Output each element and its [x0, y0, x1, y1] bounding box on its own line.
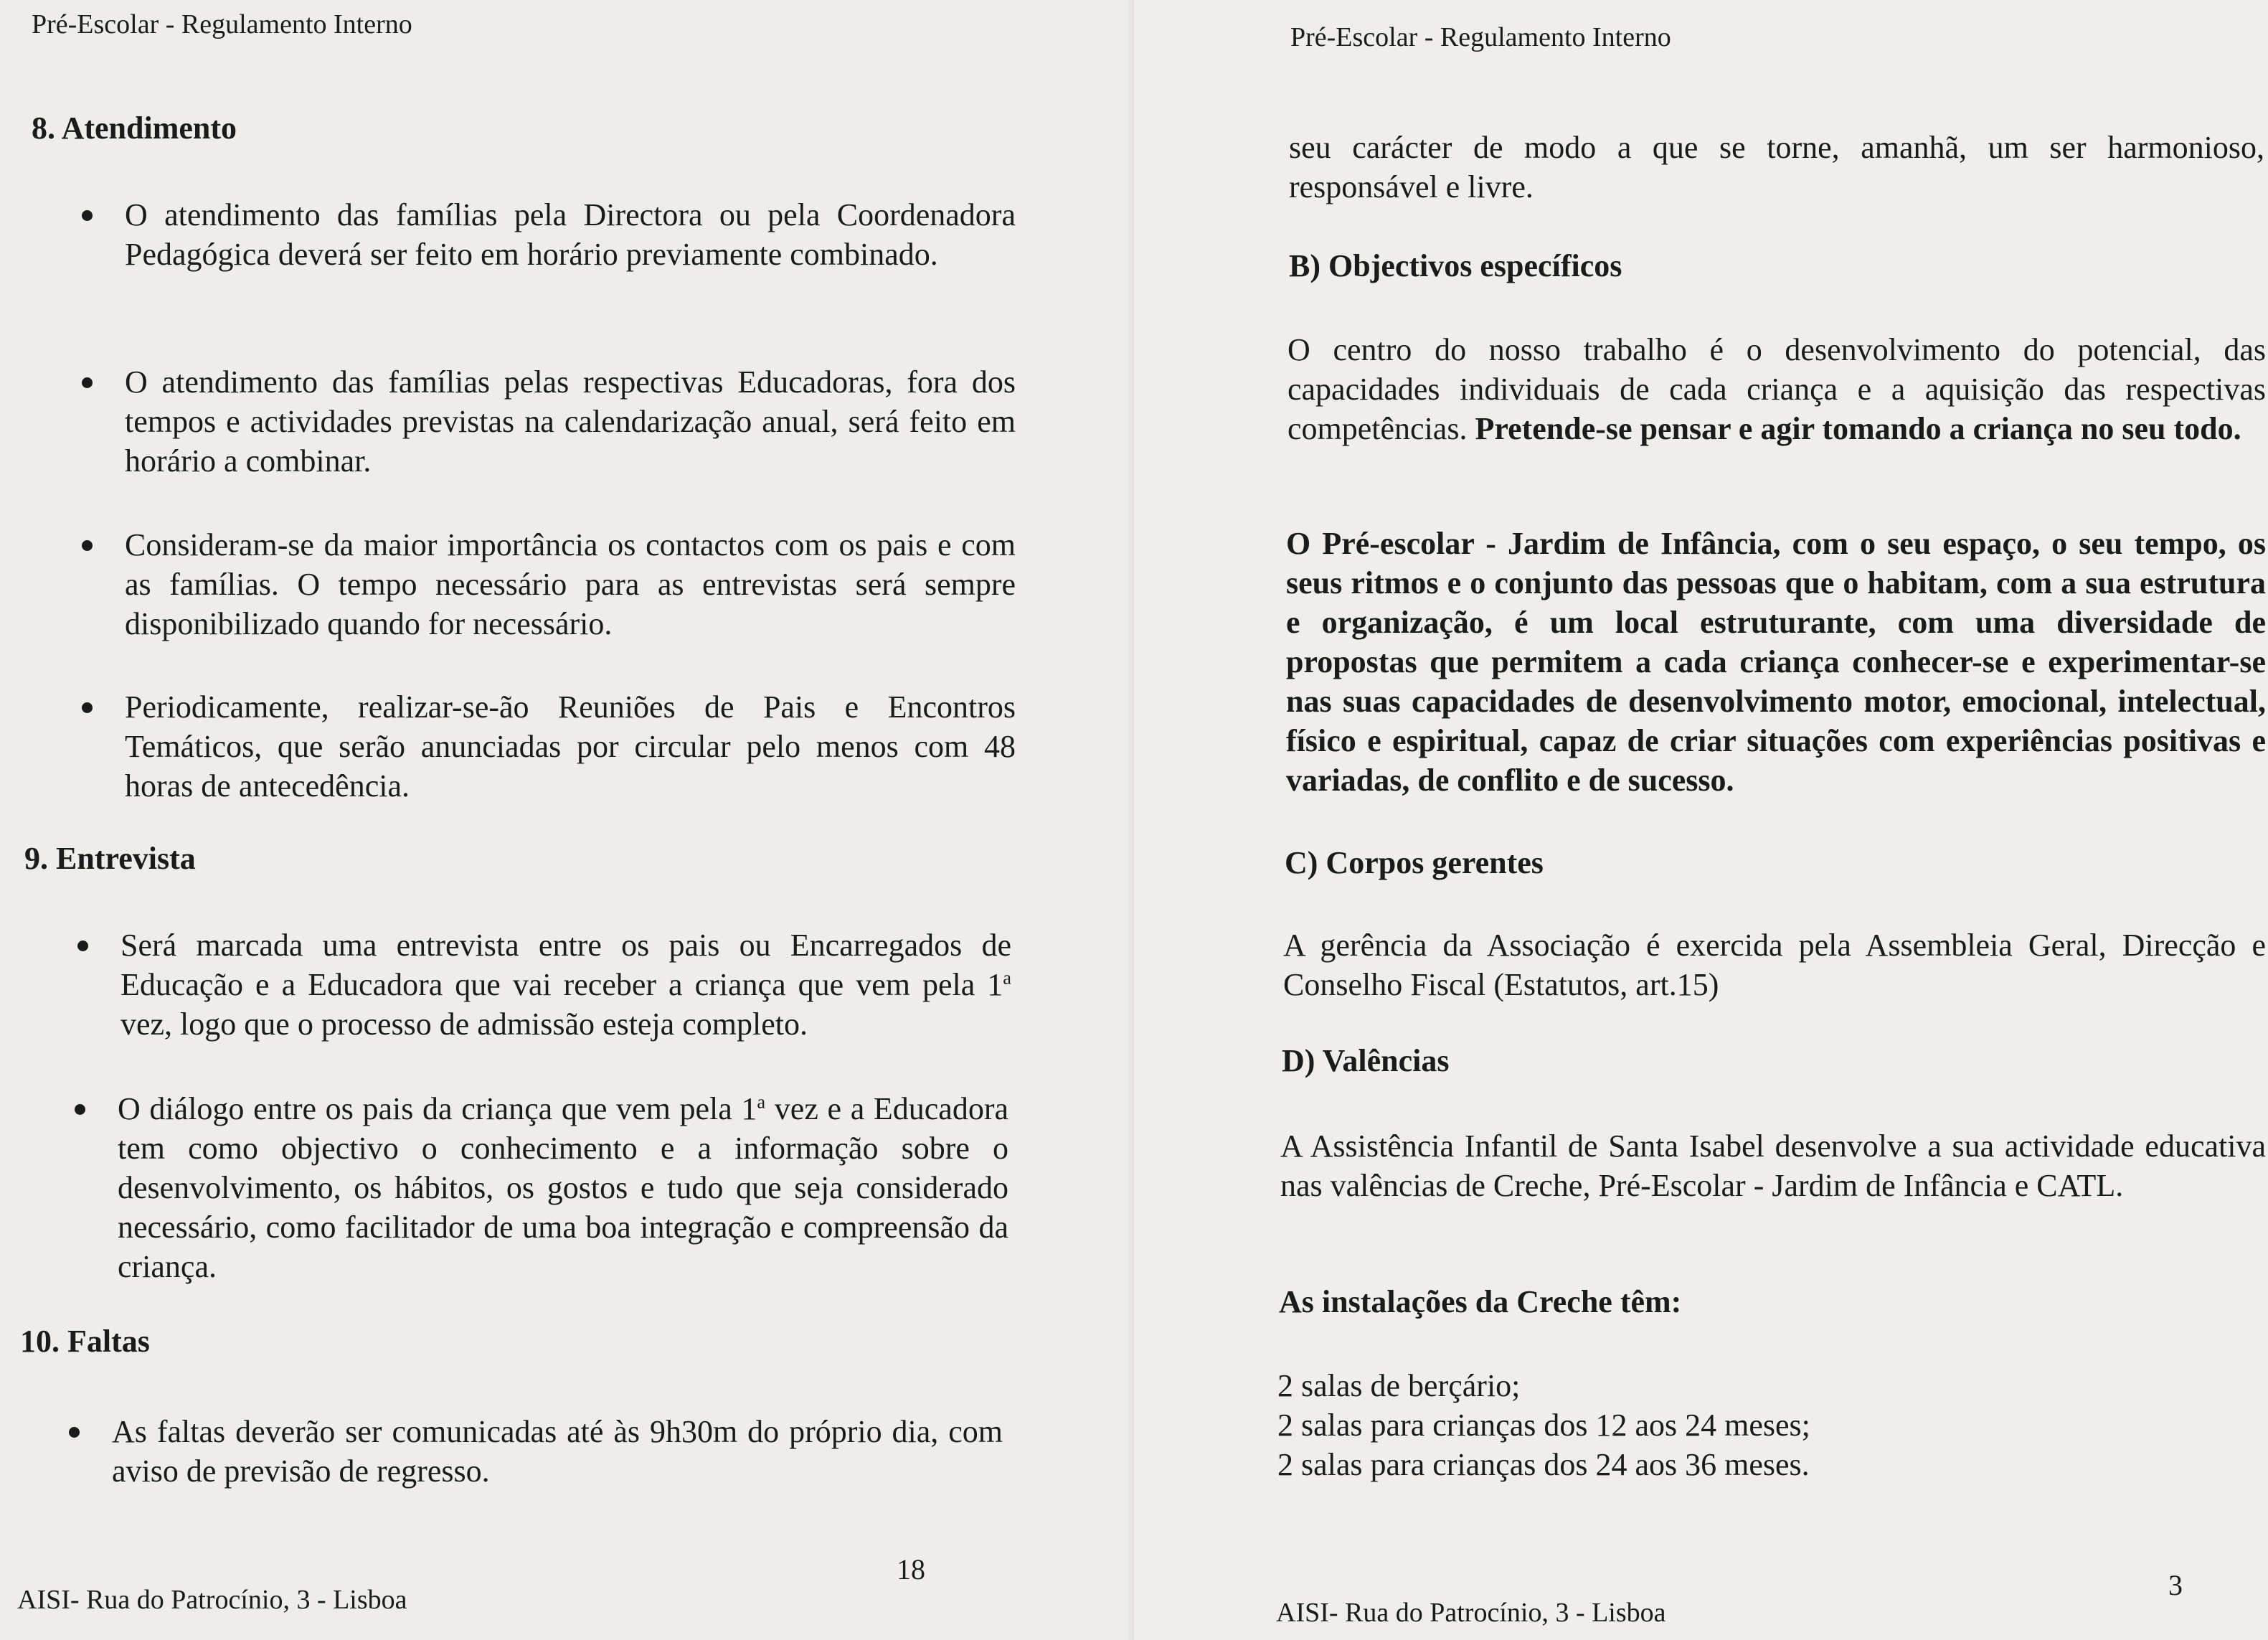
- section-8: [32, 109, 1013, 148]
- section-9-list: [14, 1089, 1008, 1286]
- list-item: 2 salas para crianças dos 12 aos 24 meses;: [1277, 1408, 1810, 1443]
- bullet-icon: [82, 540, 93, 551]
- list-item: Periodicamente, realizar-se-ão Reuniões de Pais e Encontros Temáticos, que serão anunciadas por circular pelo menos com 48 horas de antecedência.: [22, 687, 1016, 806]
- page-header: Pré-Escolar - Regulamento Interno: [32, 9, 412, 39]
- section-8-list: [22, 687, 1016, 806]
- section-b: [1289, 247, 2264, 286]
- section-title: B) Objectivos específicos: [1289, 248, 1622, 283]
- page-header: Pré-Escolar - Regulamento Interno: [1290, 22, 1671, 52]
- section-title: As instalações da Creche têm:: [1279, 1284, 1682, 1319]
- section-9: [24, 839, 1014, 878]
- section-d: [1282, 1042, 2266, 1080]
- section-title: C) Corpos gerentes: [1285, 845, 1544, 880]
- list-item: As faltas deverão ser comunicadas até às 9h30m do próprio dia, com aviso de previsão de regresso.: [9, 1412, 1003, 1491]
- section-title: 8. Atendimento: [32, 110, 237, 146]
- section-title: 9. Entrevista: [24, 841, 196, 876]
- page-footer: AISI- Rua do Patrocínio, 3 - Lisboa: [17, 1585, 407, 1615]
- installations-list: [1277, 1366, 2264, 1484]
- page-number: 3: [2168, 1569, 2183, 1601]
- section-b-text: O centro do nosso trabalho é o desenvolvimento do potencial, das capacidades individuais de cada criança e a aquisição das respectivas competências. Pretende-se pensar e agir tomando a criança no seu todo.: [1287, 332, 2266, 446]
- section-d-text: A Assistência Infantil de Santa Isabel desenvolve a sua actividade educativa nas valências de Creche, Pré-Escolar - Jardim de Infância e CATL.: [1280, 1128, 2266, 1203]
- section-title: D) Valências: [1282, 1043, 1450, 1078]
- section-10: [20, 1322, 1010, 1361]
- bullet-icon: [69, 1427, 80, 1438]
- page-footer: AISI- Rua do Patrocínio, 3 - Lisboa: [1276, 1598, 1666, 1628]
- list-item: Será marcada uma entrevista entre os pais ou Encarregados de Educação e a Educadora que vai receber a criança que vem pela 1$^a$ vez, logo que o processo de admissão esteja completo.: [17, 925, 1011, 1044]
- bullet-icon: [82, 702, 93, 713]
- right-page: [1134, 0, 2268, 1640]
- section-c-text: A gerência da Associação é exercida pela Assembleia Geral, Direcção e Conselho Fiscal (Estatutos, art.15): [1283, 928, 2266, 1002]
- list-item: Consideram-se da maior importância os contactos com os pais e com as famílias. O tempo necessário para as entrevistas será sempre disponibilizado quando for necessário.: [22, 525, 1016, 644]
- list-item: 2 salas para crianças dos 24 aos 36 meses.: [1277, 1447, 1810, 1482]
- section-8-list: [22, 525, 1016, 644]
- list-item: 2 salas de berçário;: [1277, 1368, 1521, 1403]
- list-item: O atendimento das famílias pelas respectivas Educadoras, fora dos tempos e actividades previstas na calendarização anual, será feito em horário a combinar.: [22, 362, 1016, 481]
- section-c: [1285, 844, 2266, 882]
- section-9-list: [17, 925, 1011, 1044]
- bullet-icon: [75, 1104, 85, 1115]
- list-item: O diálogo entre os pais da criança que vem pela 1$^a$ vez e a Educadora tem como objectivo o conhecimento e a informação sobre o desenvolvimento, os hábitos, os gostos e tudo que seja considerado necessário, como facilitador de uma boa integração e compreensão da criança.: [14, 1089, 1008, 1286]
- intro-text: seu carácter de modo a que se torne, amanhã, um ser harmonioso, responsável e livre.: [1289, 130, 2264, 204]
- section-10-list: [9, 1412, 1003, 1491]
- page-number: 18: [897, 1553, 925, 1585]
- section-b-bold-paragraph: O Pré-escolar - Jardim de Infância, com o seu espaço, o seu tempo, os seus ritmos e o conjunto das pessoas que o habitam, com a sua estrutura e organização, é um local estruturante, com uma diversidade de propostas que permitem a cada criança conhecer-se e experimentar-se nas suas capacidades de desenvolvimento motor, emocional, intelectual, físico e espiritual, capaz de criar situações com experiências positivas e variadas, de conflito e de sucesso.: [1286, 526, 2266, 798]
- installations: [1279, 1283, 2266, 1321]
- bullet-icon: [77, 941, 88, 951]
- section-title: 10. Faltas: [20, 1324, 150, 1359]
- bullet-icon: [82, 377, 93, 388]
- list-item: O atendimento das famílias pela Directora ou pela Coordenadora Pedagógica deverá ser feito em horário previamente combinado.: [22, 195, 1016, 274]
- section-8-list: [22, 362, 1016, 481]
- bullet-icon: [82, 210, 93, 221]
- section-8-list: [22, 195, 1016, 274]
